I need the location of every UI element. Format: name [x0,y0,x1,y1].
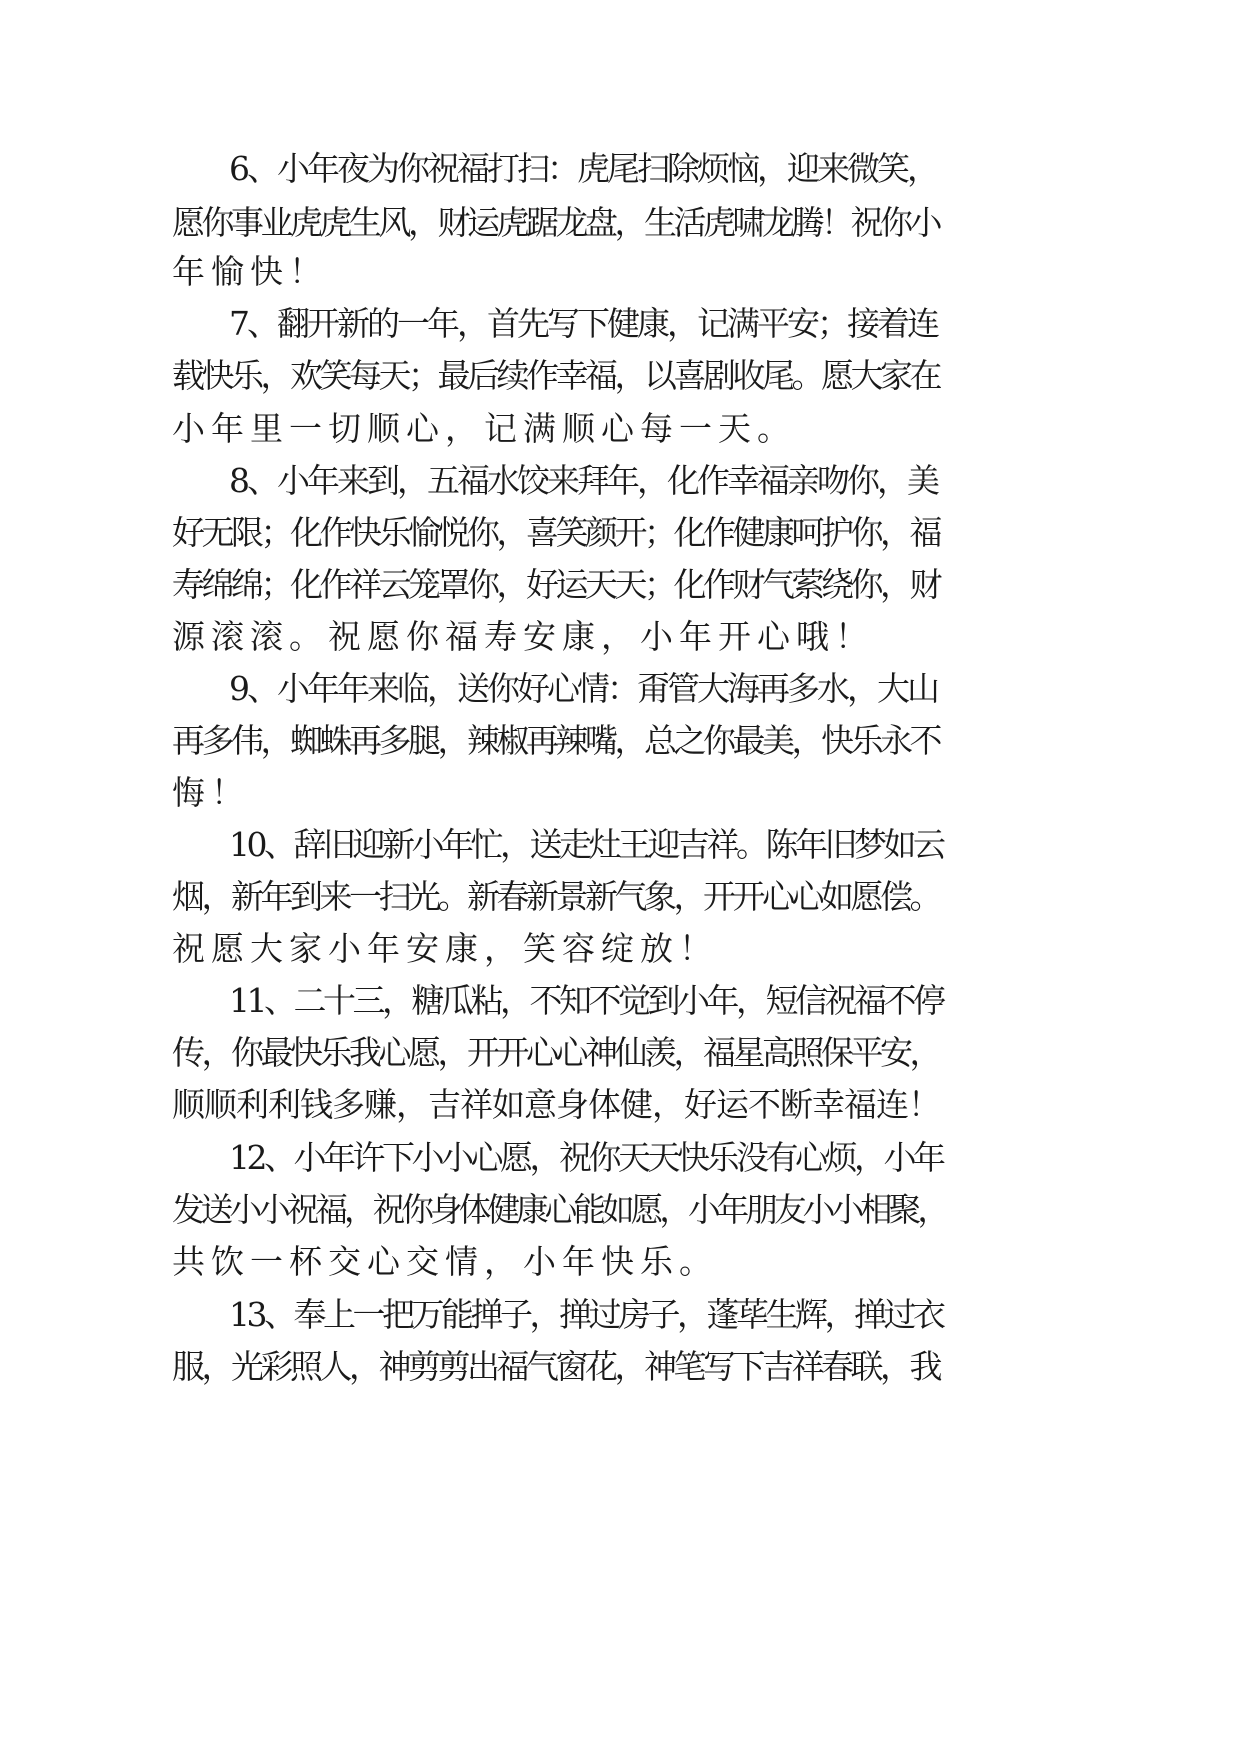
line-text: 年愉快！ [172,252,328,291]
line-text: 小年里一切顺心，记满顺心每一天。 [172,409,796,448]
line-text: 共饮一杯交心交情，小年快乐。 [172,1242,718,1281]
line-text: 悔！ [172,773,250,812]
text-line [0,1077,1241,1133]
line-text: 寿绵绵；化作祥云笼罩你，好运天天；化作财气萦绕你，财 [172,565,939,604]
text-line [0,557,1241,613]
line-text: 愿你事业虎虎生风，财运虎踞龙盘，生活虎啸龙腾！祝你小 [172,203,939,242]
text-line [0,296,1241,352]
text-line [0,141,1241,197]
line-text: 再多伟，蜘蛛再多腿，辣椒再辣嘴，总之你最美，快乐永不 [172,721,939,760]
text-line [0,921,1241,977]
text-line [0,973,1241,1029]
line-text: 传，你最快乐我心愿，开开心心神仙羡，福星高照保平安， [172,1033,939,1072]
line-text: 祝愿大家小年安康，笑容绽放！ [172,929,718,968]
line-text: 服，光彩照人，神剪剪出福气窗花，神笔写下吉祥春联，我 [172,1347,939,1386]
text-line [0,1130,1241,1186]
text-line [0,1234,1241,1290]
text-line [0,609,1241,665]
line-text: 源滚滚。祝愿你福寿安康，小年开心哦！ [172,617,874,656]
line-text: 9、小年年来临，送你好心情：甭管大海再多水，大山 [229,669,937,708]
line-text: 11、二十三，糖瓜粘，不知不觉到小年，短信祝福不停 [229,981,943,1020]
line-text: 6、小年夜为你祝福打扫：虎尾扫除烦恼，迎来微笑， [229,149,937,188]
line-text: 发送小小祝福，祝你身体健康心能如愿，小年朋友小小相聚， [172,1190,946,1229]
line-text: 7、翻开新的一年，首先写下健康，记满平安；接着连 [229,304,937,343]
line-text: 好无限；化作快乐愉悦你，喜笑颜开；化作健康呵护你，福 [172,513,939,552]
line-text: 12、小年许下小小心愿，祝你天天快乐没有心烦，小年 [229,1138,943,1177]
line-text: 载快乐，欢笑每天；最后续作幸福，以喜剧收尾。愿大家在 [172,356,939,395]
text-line [0,453,1241,509]
text-line [0,869,1241,925]
text-line [0,713,1241,769]
text-line [0,505,1241,561]
line-text: 10、辞旧迎新小年忙，送走灶王迎吉祥。陈年旧梦如云 [229,825,943,864]
line-text: 13、奉上一把万能掸子，掸过房子，蓬荜生辉，掸过衣 [229,1295,943,1334]
text-line [0,1025,1241,1081]
line-text: 顺顺利利钱多赚，吉祥如意身体健，好运不断幸福连！ [172,1085,940,1124]
text-line [0,765,1241,821]
text-line [0,1339,1241,1395]
text-line [0,195,1241,251]
text-line [0,817,1241,873]
text-line [0,348,1241,404]
line-text: 8、小年来到，五福水饺来拜年，化作幸福亲吻你，美 [229,461,937,500]
text-line [0,1287,1241,1343]
text-line [0,661,1241,717]
text-line [0,244,1241,300]
line-text: 烟，新年到来一扫光。新春新景新气象，开开心心如愿偿。 [172,877,939,916]
text-line [0,1182,1241,1238]
text-line [0,401,1241,457]
